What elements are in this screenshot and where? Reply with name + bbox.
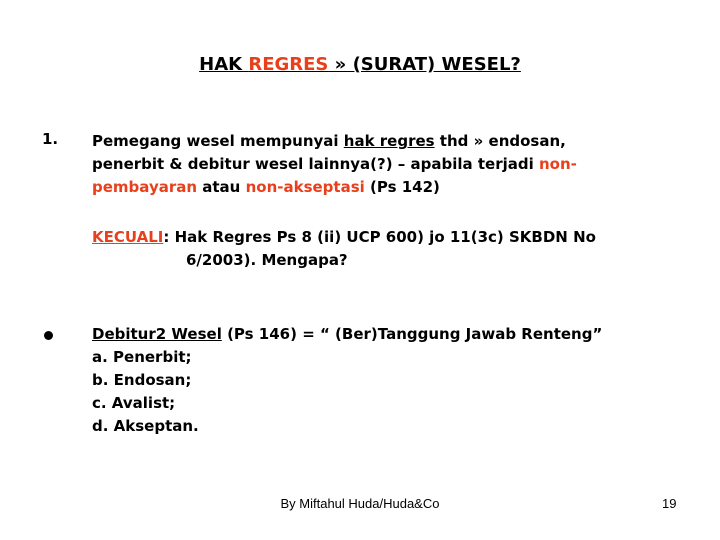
item-1-line-3-d: (Ps 142) bbox=[364, 178, 440, 196]
list-item: b. Endosan; bbox=[92, 371, 192, 389]
bullet-dot bbox=[44, 331, 53, 340]
item-1-line-1-a: Pemegang wesel mempunyai bbox=[92, 132, 344, 150]
title-text-1: HAK bbox=[199, 54, 249, 75]
item-1-line-3-b: atau bbox=[197, 178, 246, 196]
debitur-heading-rest: (Ps 146) = “ (Ber)Tanggung Jawab Renteng” bbox=[221, 325, 603, 343]
item-1-line-3 bbox=[92, 176, 577, 199]
page-number: 19 bbox=[662, 496, 677, 511]
title-text-regres: REGRES bbox=[248, 54, 329, 75]
item-1-line-3-c: non-akseptasi bbox=[245, 178, 365, 196]
list-item: a. Penerbit; bbox=[92, 348, 192, 366]
item-1-line-2-a: penerbit & debitur wesel lainnya(?) – apabila terjadi bbox=[92, 155, 539, 173]
footer-credit: By Miftahul Huda/Huda&Co bbox=[280, 496, 440, 511]
exception-line-2: 6/2003). Mengapa? bbox=[186, 251, 348, 269]
exception-line-1-text: : Hak Regres Ps 8 (ii) UCP 600) jo 11(3c) SKBDN No bbox=[163, 228, 596, 246]
title-text-2: » (SURAT) WESEL? bbox=[328, 54, 521, 75]
debitur-heading bbox=[92, 323, 602, 346]
item-1-line-1 bbox=[92, 130, 577, 153]
exception-label: KECUALI bbox=[92, 228, 164, 246]
hak-regres-term: hak regres bbox=[343, 132, 435, 150]
item-1-line-3-a: pembayaran bbox=[92, 178, 198, 196]
exception-line-1 bbox=[92, 226, 596, 249]
item-1-line-2-b: non- bbox=[538, 155, 577, 173]
list-item: d. Akseptan. bbox=[92, 417, 199, 435]
exception-text bbox=[92, 226, 596, 272]
item-1-line-2 bbox=[92, 153, 577, 176]
item-1-text bbox=[92, 130, 577, 199]
item-2-text bbox=[92, 323, 602, 438]
item-1-line-1-c: thd » endosan, bbox=[434, 132, 566, 150]
item-1-marker: 1. bbox=[42, 130, 59, 148]
slide-title bbox=[0, 54, 720, 75]
debitur-term: Debitur2 Wesel bbox=[92, 325, 222, 343]
list-item: c. Avalist; bbox=[92, 394, 176, 412]
